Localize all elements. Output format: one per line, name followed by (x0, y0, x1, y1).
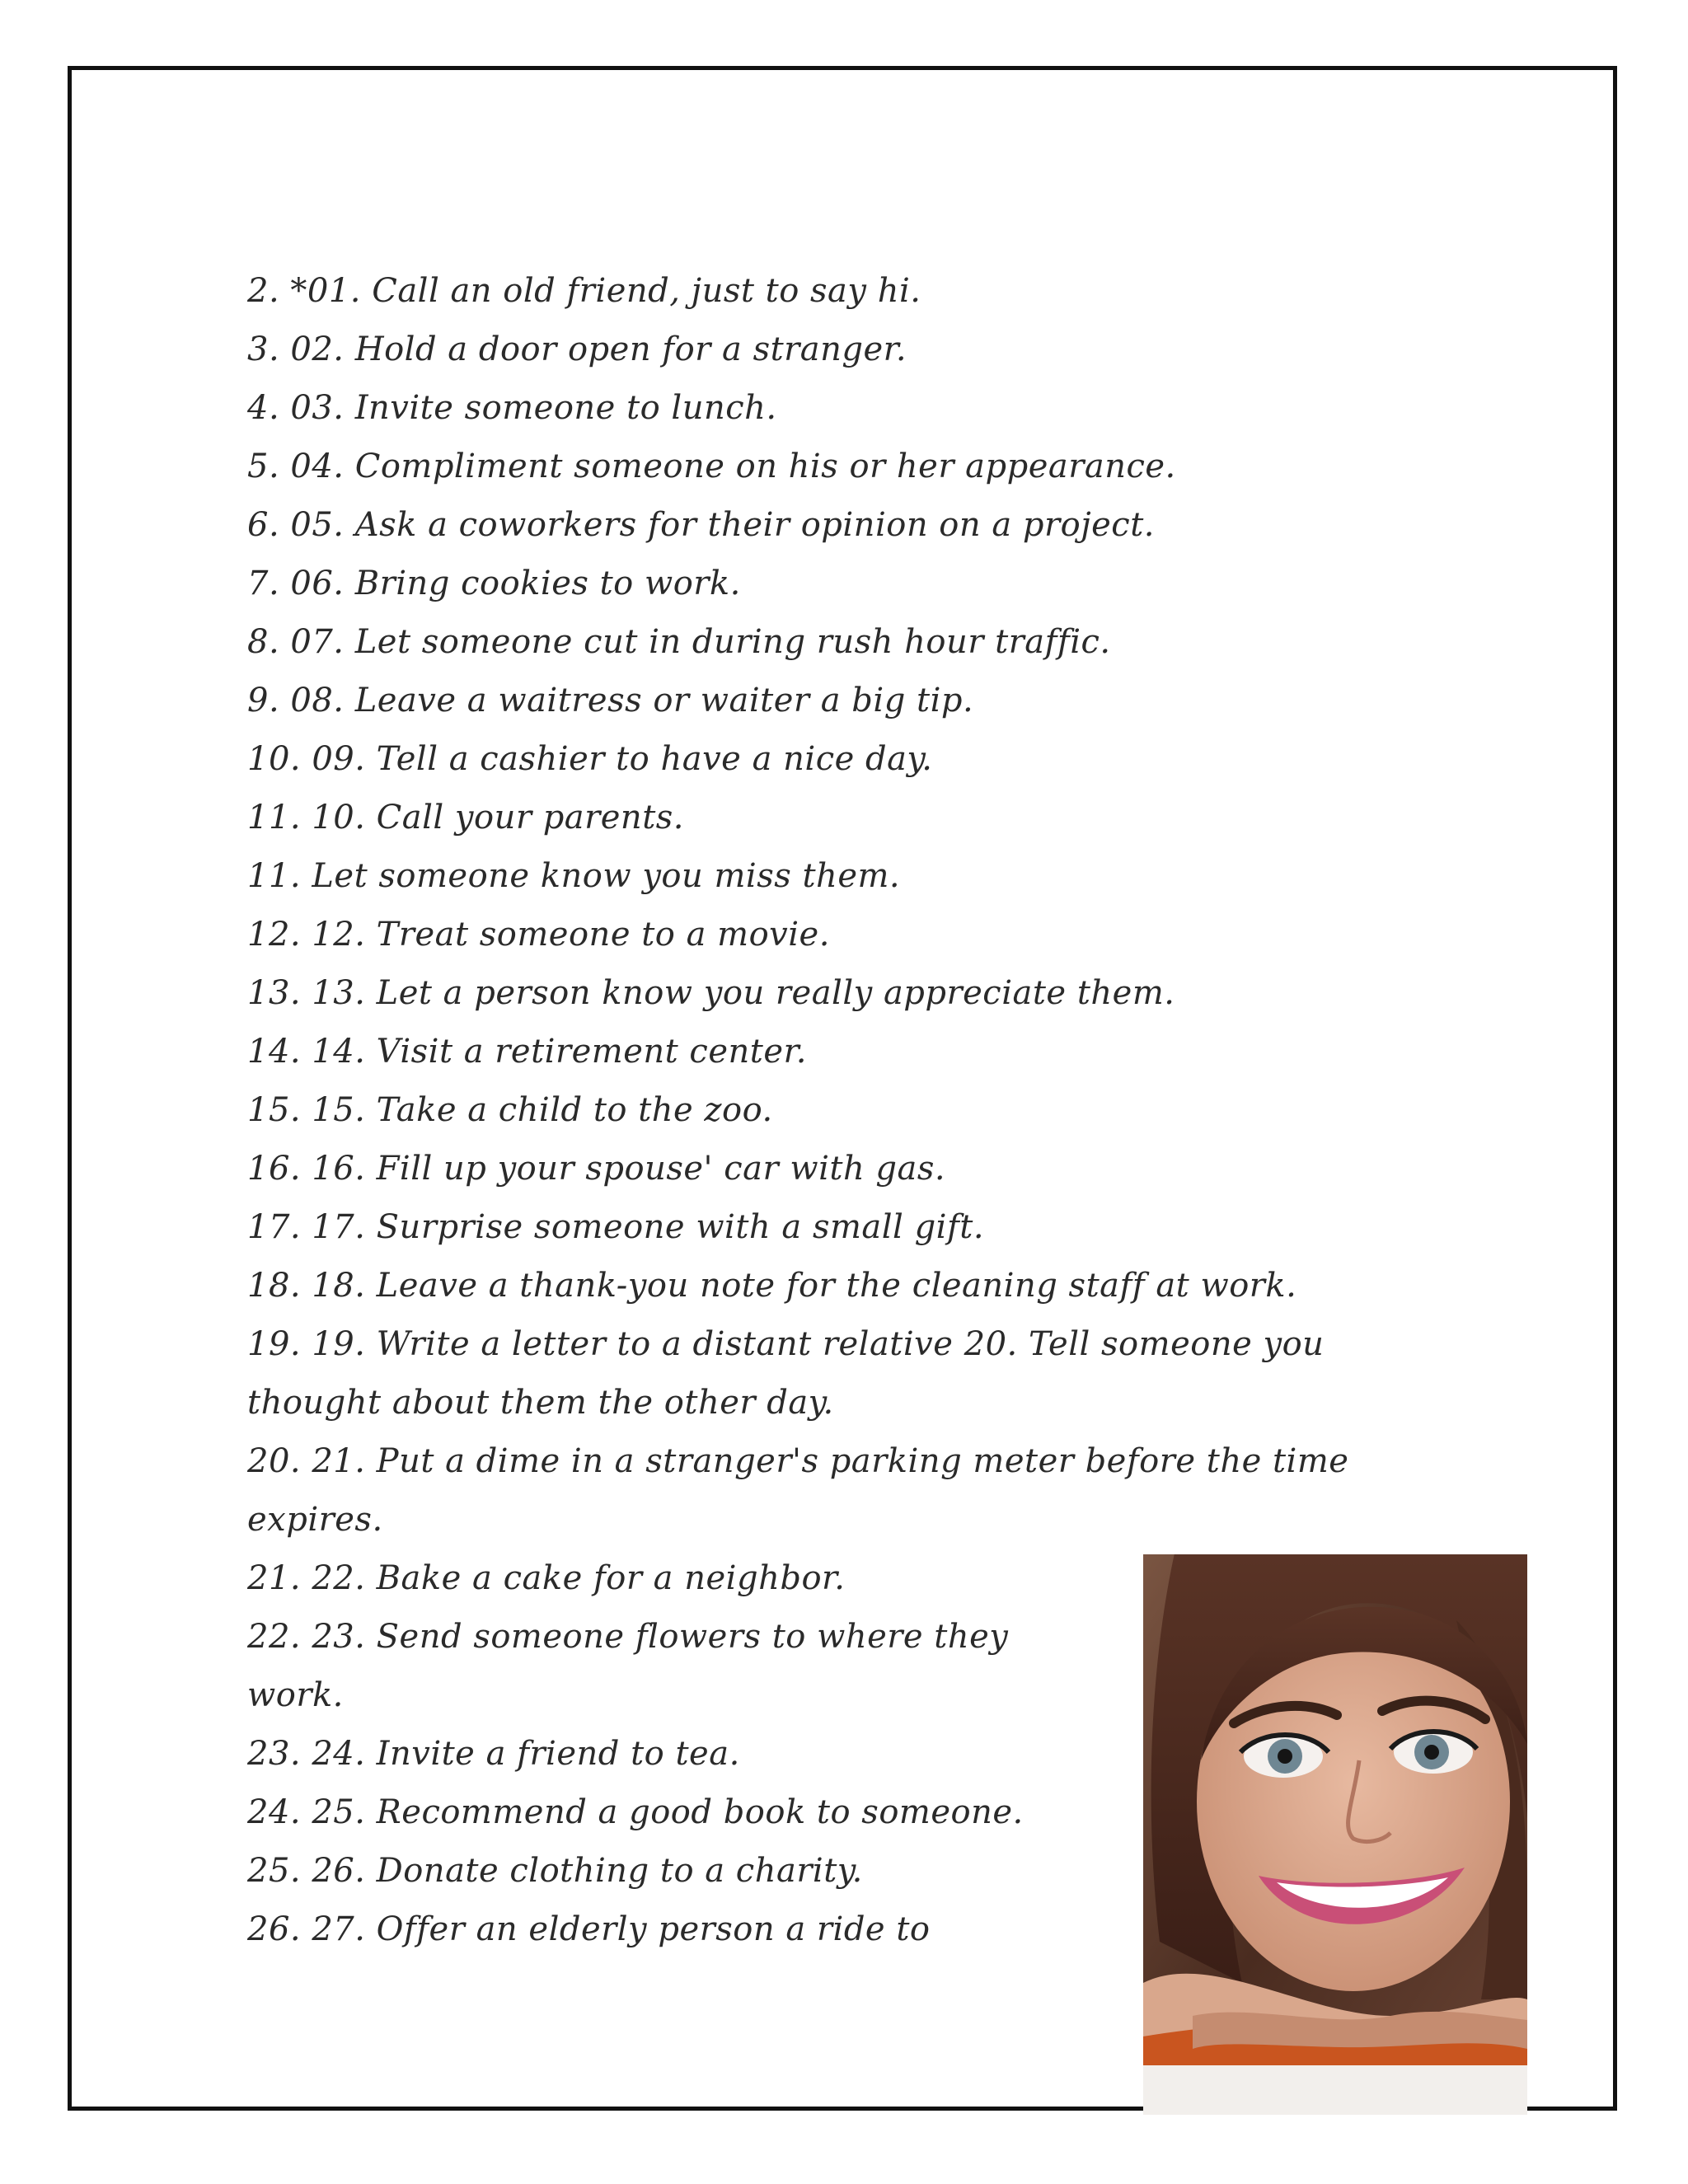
list-item: 5. 04. Compliment someone on his or her appearance. (247, 448, 1176, 485)
list-item: 11. 10. Call your parents. (247, 799, 685, 837)
list-item: 17. 17. Surprise someone with a small gift. (247, 1208, 985, 1246)
list-item: 9. 08. Leave a waitress or waiter a big tip. (247, 682, 974, 719)
list-item: 7. 06. Bring cookies to work. (247, 565, 741, 602)
list-item: 24. 25. Recommend a good book to someone. (247, 1793, 1024, 1831)
list-item: 22. 23. Send someone flowers to where they (247, 1618, 1009, 1656)
list-item: 4. 03. Invite someone to lunch. (247, 389, 777, 427)
list-item: 2. *01. Call an old friend, just to say hi. (247, 272, 921, 310)
list-item: 19. 19. Write a letter to a distant relative 20. Tell someone you (247, 1325, 1325, 1363)
list-item: 14. 14. Visit a retirement center. (247, 1033, 807, 1071)
list-item: 6. 05. Ask a coworkers for their opinion on a project. (247, 506, 1155, 544)
list-item-continuation: work. (247, 1676, 344, 1714)
list-item-continuation: 11. Let someone know you miss them. (247, 857, 901, 895)
list-item: 26. 27. Offer an elderly person a ride to (247, 1910, 931, 1948)
list-item: 3. 02. Hold a door open for a stranger. (247, 330, 907, 368)
list-item: 12. 12. Treat someone to a movie. (247, 916, 830, 954)
list-item: 20. 21. Put a dime in a stranger's parking meter before the time (247, 1442, 1349, 1480)
list-item: 13. 13. Let a person know you really appreciate them. (247, 974, 1175, 1012)
list-item: 16. 16. Fill up your spouse' car with gas. (247, 1150, 946, 1188)
portrait-photo (1143, 1554, 1527, 2115)
list-item: 10. 09. Tell a cashier to have a nice day. (247, 740, 933, 778)
list-item-continuation: expires. (247, 1501, 383, 1539)
list-item: 21. 22. Bake a cake for a neighbor. (247, 1559, 846, 1597)
list-item: 15. 15. Take a child to the zoo. (247, 1091, 773, 1129)
list-item: 8. 07. Let someone cut in during rush hour traffic. (247, 623, 1111, 661)
list-item: 23. 24. Invite a friend to tea. (247, 1735, 740, 1773)
list-item-continuation: thought about them the other day. (247, 1384, 834, 1422)
list-item: 18. 18. Leave a thank-you note for the cleaning staff at work. (247, 1267, 1297, 1305)
portrait-illustration (1143, 1554, 1527, 2115)
list-item: 25. 26. Donate clothing to a charity. (247, 1852, 863, 1890)
